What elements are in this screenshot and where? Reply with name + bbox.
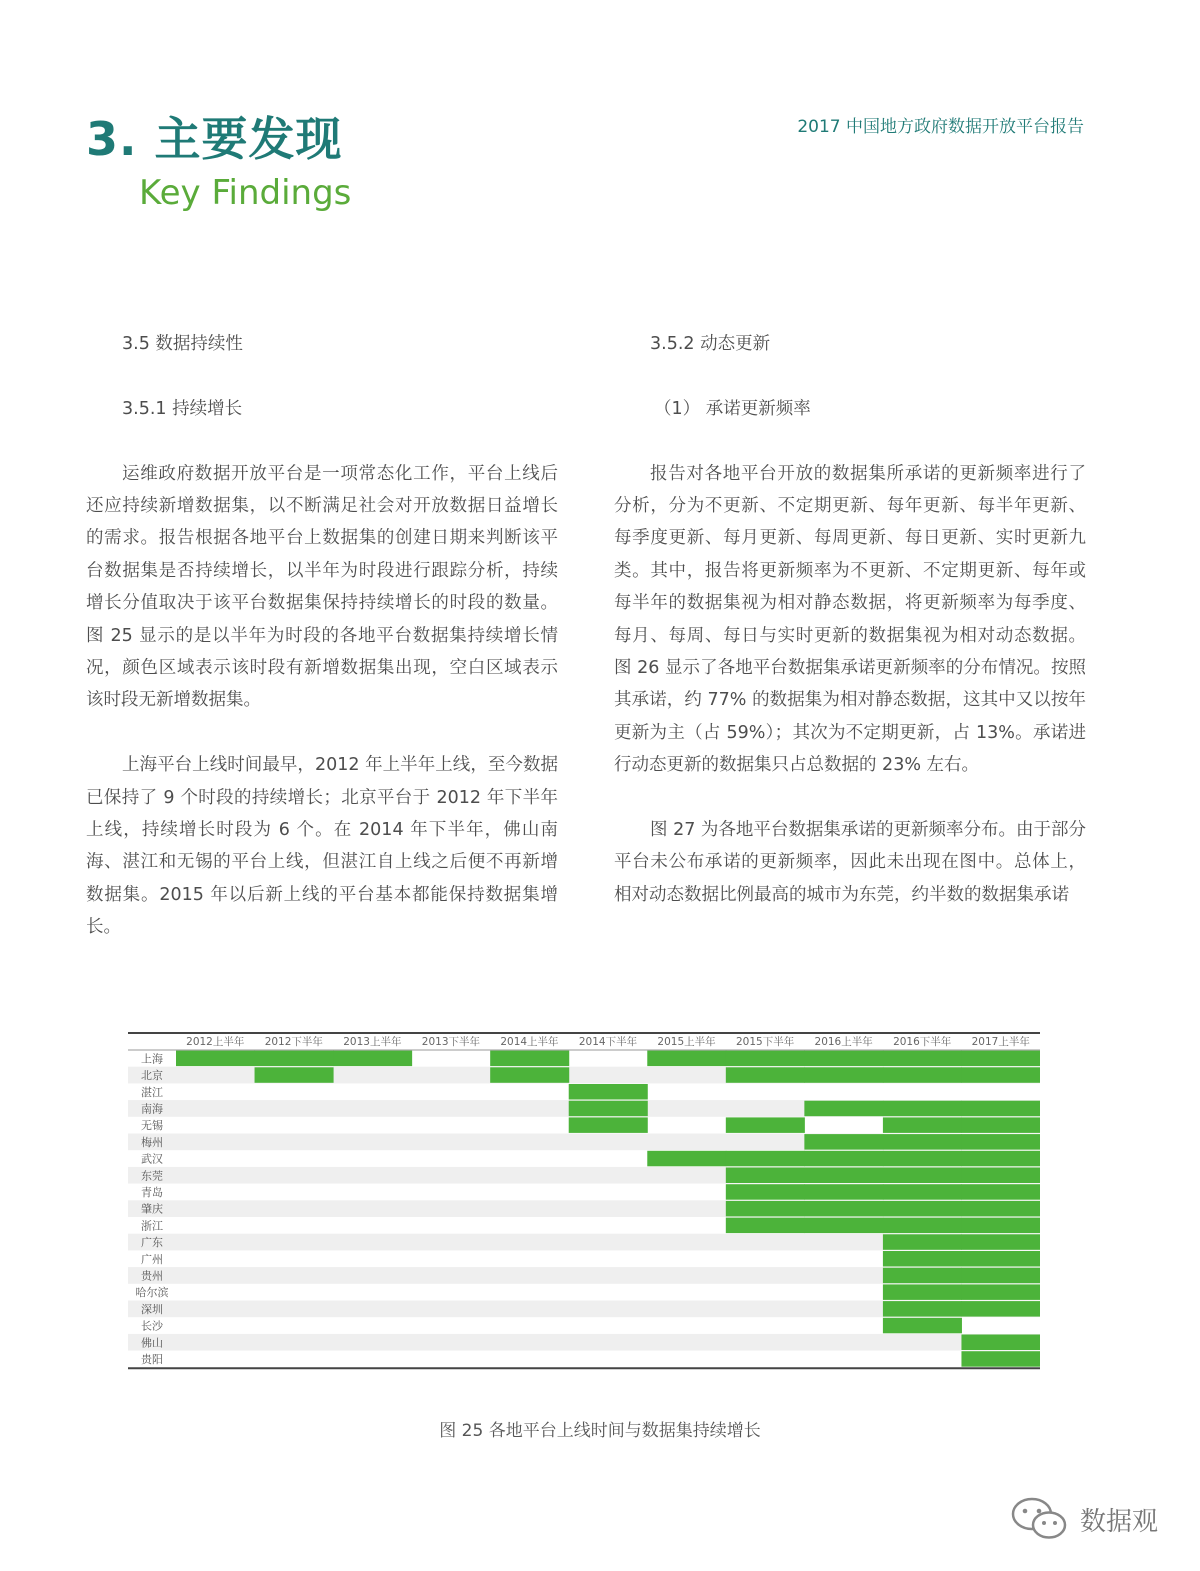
heatmap-svg: [128, 1032, 1040, 1370]
row-label: 肇庆: [141, 1202, 163, 1216]
heading-3-5-2: 3.5.2 动态更新: [650, 334, 771, 354]
active-cell: [961, 1117, 1040, 1133]
active-cell: [961, 1051, 1040, 1067]
active-cell: [883, 1218, 962, 1234]
active-cell: [961, 1218, 1040, 1234]
section-title-en: Key Findings: [139, 173, 352, 213]
wechat-icon: [1010, 1496, 1070, 1542]
paragraph: 运维政府数据开放平台是一项常态化工作，平台上线后还应持续新增数据集，以不断满足社会对开放数据日益增长的需求。报告根据各地平台上数据集的创建日期来判断该平台数据集是否持续增长，以半年为时段进行跟踪分析，持续增长分值取决于该平台数据集保持持续增长的时段的数量。图 25 显示的是以半年为时段的各地平台数据集持续增长情况，颜色区域表示该时段有新增数据集出现，空白区域表示该时段无新增数据集。: [86, 463, 558, 711]
section-title-zh: 3. 主要发现: [86, 112, 343, 166]
active-cell: [804, 1067, 883, 1083]
active-cell: [961, 1134, 1040, 1150]
row-label: 深圳: [141, 1302, 163, 1316]
active-cell: [255, 1067, 334, 1083]
active-cell: [883, 1151, 962, 1167]
row-label: 贵州: [141, 1269, 163, 1283]
active-cell: [255, 1051, 334, 1067]
report-title: 2017 中国地方政府数据开放平台报告: [797, 117, 1084, 137]
section-title-block: [86, 110, 351, 214]
period-header-label: 2012下半年: [264, 1036, 323, 1048]
active-cell: [961, 1101, 1040, 1117]
active-cell: [961, 1268, 1040, 1284]
row-label: 长沙: [141, 1319, 163, 1333]
growth-heatmap-chart: [128, 1032, 1040, 1370]
active-cell: [961, 1301, 1040, 1317]
active-cell: [726, 1201, 805, 1217]
row-label: 广东: [141, 1236, 163, 1250]
active-cell: [883, 1134, 962, 1150]
row-label: 上海: [141, 1052, 163, 1066]
row-label: 贵阳: [141, 1352, 163, 1366]
period-header-label: 2012上半年: [186, 1036, 245, 1048]
active-cell: [569, 1117, 648, 1133]
active-cell: [804, 1051, 883, 1067]
row-label: 南海: [141, 1102, 163, 1116]
watermark: [1010, 1496, 1158, 1542]
active-cell: [883, 1117, 962, 1133]
active-cell: [569, 1101, 648, 1117]
watermark-text: 数据观: [1079, 1506, 1158, 1537]
active-cell: [883, 1201, 962, 1217]
right-column: [614, 328, 1086, 944]
active-cell: [883, 1067, 962, 1083]
row-label: 哈尔滨: [135, 1286, 169, 1300]
figure-caption: 图 25 各地平台上线时间与数据集持续增长: [439, 1421, 761, 1441]
active-cell: [883, 1301, 962, 1317]
row-label: 梅州: [141, 1135, 163, 1149]
active-cell: [804, 1168, 883, 1184]
active-cell: [883, 1184, 962, 1200]
active-cell: [961, 1151, 1040, 1167]
row-label: 佛山: [141, 1336, 163, 1350]
heading-3-5: 3.5 数据持续性: [122, 334, 243, 354]
active-cell: [961, 1067, 1040, 1083]
row-label: 湛江: [141, 1085, 163, 1099]
period-header-label: 2014下半年: [578, 1036, 638, 1048]
active-cell: [726, 1067, 805, 1083]
active-cell: [804, 1218, 883, 1234]
period-header-label: 2014上半年: [500, 1036, 559, 1048]
active-cell: [883, 1318, 962, 1334]
period-header-label: 2016上半年: [814, 1036, 873, 1048]
row-label: 武汉: [141, 1152, 163, 1166]
active-cell: [490, 1051, 569, 1067]
active-cell: [883, 1268, 962, 1284]
heading-update-frequency: （1） 承诺更新频率: [654, 398, 811, 419]
active-cell: [961, 1201, 1040, 1217]
active-cell: [726, 1218, 805, 1234]
period-header-label: 2016下半年: [893, 1036, 952, 1048]
active-cell: [726, 1184, 805, 1200]
period-header-label: 2013上半年: [343, 1036, 402, 1048]
active-cell: [883, 1168, 962, 1184]
row-label: 无锡: [141, 1119, 163, 1133]
row-stripe: [128, 1334, 1040, 1351]
active-cell: [961, 1168, 1040, 1184]
row-label: 浙江: [141, 1219, 163, 1233]
active-cell: [883, 1051, 962, 1067]
period-header-label: 2015上半年: [657, 1036, 716, 1048]
row-label: 东莞: [141, 1169, 163, 1183]
period-header-label: 2013下半年: [421, 1036, 481, 1048]
row-label: 广州: [141, 1252, 163, 1266]
left-column: [86, 328, 558, 976]
active-cell: [883, 1251, 962, 1267]
active-cell: [961, 1284, 1040, 1300]
period-header-label: 2017上半年: [971, 1036, 1030, 1048]
active-cell: [176, 1051, 255, 1067]
active-cell: [883, 1101, 962, 1117]
active-cell: [961, 1351, 1040, 1367]
row-label: 青岛: [141, 1185, 163, 1199]
heading-3-5-1: 3.5.1 持续增长: [122, 398, 243, 419]
active-cell: [804, 1184, 883, 1200]
active-cell: [961, 1335, 1040, 1351]
active-cell: [647, 1051, 726, 1067]
paragraph: 报告对各地平台开放的数据集所承诺的更新频率进行了分析，分为不更新、不定期更新、每年更新、每半年更新、每季度更新、每月更新、每周更新、每日更新、实时更新九类。其中，报告将更新频率为不更新、不定期更新、每年或每半年的数据集视为相对静态数据，将更新频率为每季度、每月、每周、每日与实时更新的数据集视为相对动态数据。图 26 显示了各地平台数据集承诺更新频率的分布情况。按照其承诺，约 77% 的数据集为相对静态数据，这其中又以按年更新为主（占 59%）；其次为不定期更新，占 13%。承诺进行动态更新的数据集只占总数据的 23% 左右。: [614, 463, 1086, 776]
period-header-label: 2015下半年: [735, 1036, 795, 1048]
active-cell: [961, 1184, 1040, 1200]
row-label: 北京: [141, 1069, 163, 1083]
paragraph: 图 27 为各地平台数据集承诺的更新频率分布。由于部分平台未公布承诺的更新频率，因此未出现在图中。总体上，相对动态数据比例最高的城市为东莞，约半数的数据集承诺: [614, 820, 1086, 905]
active-cell: [883, 1284, 962, 1300]
active-cell: [804, 1134, 883, 1150]
active-cell: [647, 1151, 726, 1167]
paragraph: 上海平台上线时间最早，2012 年上半年上线，至今数据已保持了 9 个时段的持续增长；北京平台于 2012 年下半年上线，持续增长时段为 6 个。在 2014 年下半年，佛山南海、湛江和无锡的平台上线，但湛江自上线之后便不再新增数据集。2015 年以后新上线的平台基本都能保持数据集增长。: [86, 755, 558, 938]
active-cell: [804, 1201, 883, 1217]
active-cell: [804, 1151, 883, 1167]
active-cell: [333, 1051, 412, 1067]
active-cell: [883, 1234, 962, 1250]
active-cell: [569, 1084, 648, 1100]
active-cell: [726, 1168, 805, 1184]
active-cell: [490, 1067, 569, 1083]
active-cell: [726, 1051, 805, 1067]
active-cell: [961, 1234, 1040, 1250]
active-cell: [961, 1251, 1040, 1267]
active-cell: [726, 1151, 805, 1167]
active-cell: [804, 1101, 883, 1117]
active-cell: [726, 1117, 805, 1133]
